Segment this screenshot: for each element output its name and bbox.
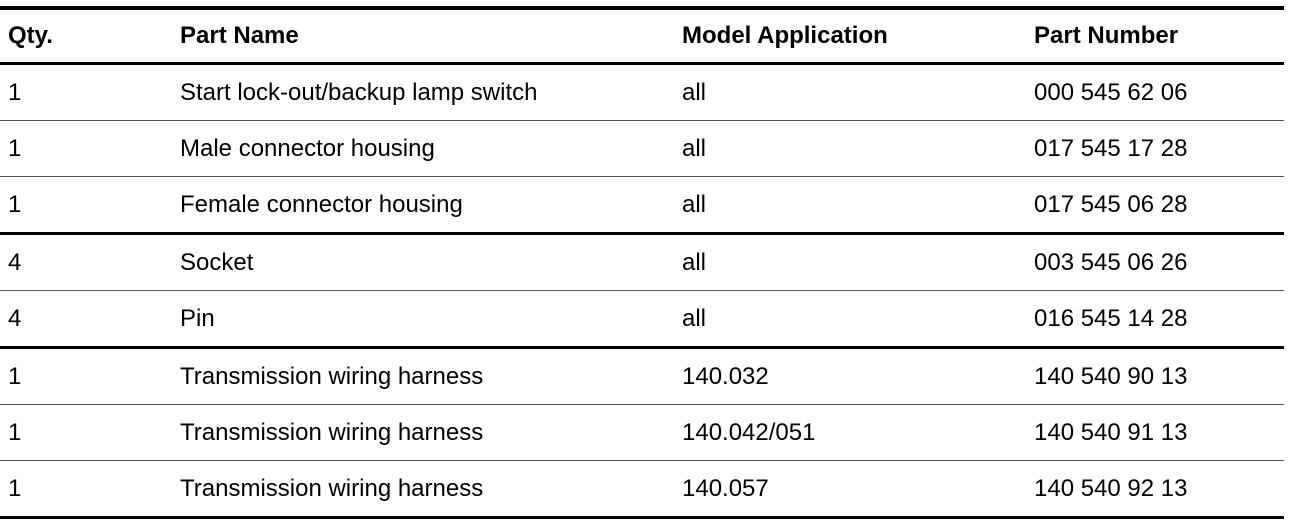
table-row — [0, 291, 1284, 348]
table-row — [0, 234, 1284, 291]
cell-model-application: all — [682, 234, 1034, 291]
cell-model-application: all — [682, 291, 1034, 348]
cell-part-name: Transmission wiring harness — [180, 405, 682, 461]
cell-part-number: 017 545 06 28 — [1034, 177, 1284, 234]
cell-qty: 1 — [0, 461, 180, 518]
table-row — [0, 405, 1284, 461]
cell-qty: 1 — [0, 177, 180, 234]
cell-part-name: Pin — [180, 291, 682, 348]
cell-part-number: 016 545 14 28 — [1034, 291, 1284, 348]
cell-qty: 1 — [0, 405, 180, 461]
table-row — [0, 64, 1284, 121]
cell-model-application: all — [682, 121, 1034, 177]
cell-part-number: 140 540 90 13 — [1034, 348, 1284, 405]
cell-part-number: 003 545 06 26 — [1034, 234, 1284, 291]
table-row — [0, 177, 1284, 234]
table-header — [0, 8, 1284, 64]
cell-part-number: 140 540 91 13 — [1034, 405, 1284, 461]
cell-model-application: 140.032 — [682, 348, 1034, 405]
table-row — [0, 461, 1284, 518]
cell-model-application: 140.042/051 — [682, 405, 1034, 461]
parts-table — [0, 6, 1284, 519]
cell-qty: 1 — [0, 121, 180, 177]
cell-part-name: Female connector housing — [180, 177, 682, 234]
cell-part-name: Start lock-out/backup lamp switch — [180, 64, 682, 121]
table-body — [0, 64, 1284, 518]
cell-qty: 4 — [0, 291, 180, 348]
header-row — [0, 8, 1284, 64]
cell-part-number: 000 545 62 06 — [1034, 64, 1284, 121]
cell-part-number: 017 545 17 28 — [1034, 121, 1284, 177]
cell-part-name: Transmission wiring harness — [180, 461, 682, 518]
cell-qty: 4 — [0, 234, 180, 291]
cell-model-application: all — [682, 177, 1034, 234]
header-model-application: Model Application — [682, 8, 1034, 64]
table-row — [0, 348, 1284, 405]
cell-part-number: 140 540 92 13 — [1034, 461, 1284, 518]
cell-model-application: 140.057 — [682, 461, 1034, 518]
cell-qty: 1 — [0, 348, 180, 405]
cell-part-name: Male connector housing — [180, 121, 682, 177]
cell-qty: 1 — [0, 64, 180, 121]
header-part-number: Part Number — [1034, 8, 1284, 64]
cell-part-name: Transmission wiring harness — [180, 348, 682, 405]
cell-model-application: all — [682, 64, 1034, 121]
cell-part-name: Socket — [180, 234, 682, 291]
header-part-name: Part Name — [180, 8, 682, 64]
table-row — [0, 121, 1284, 177]
header-qty: Qty. — [0, 8, 180, 64]
